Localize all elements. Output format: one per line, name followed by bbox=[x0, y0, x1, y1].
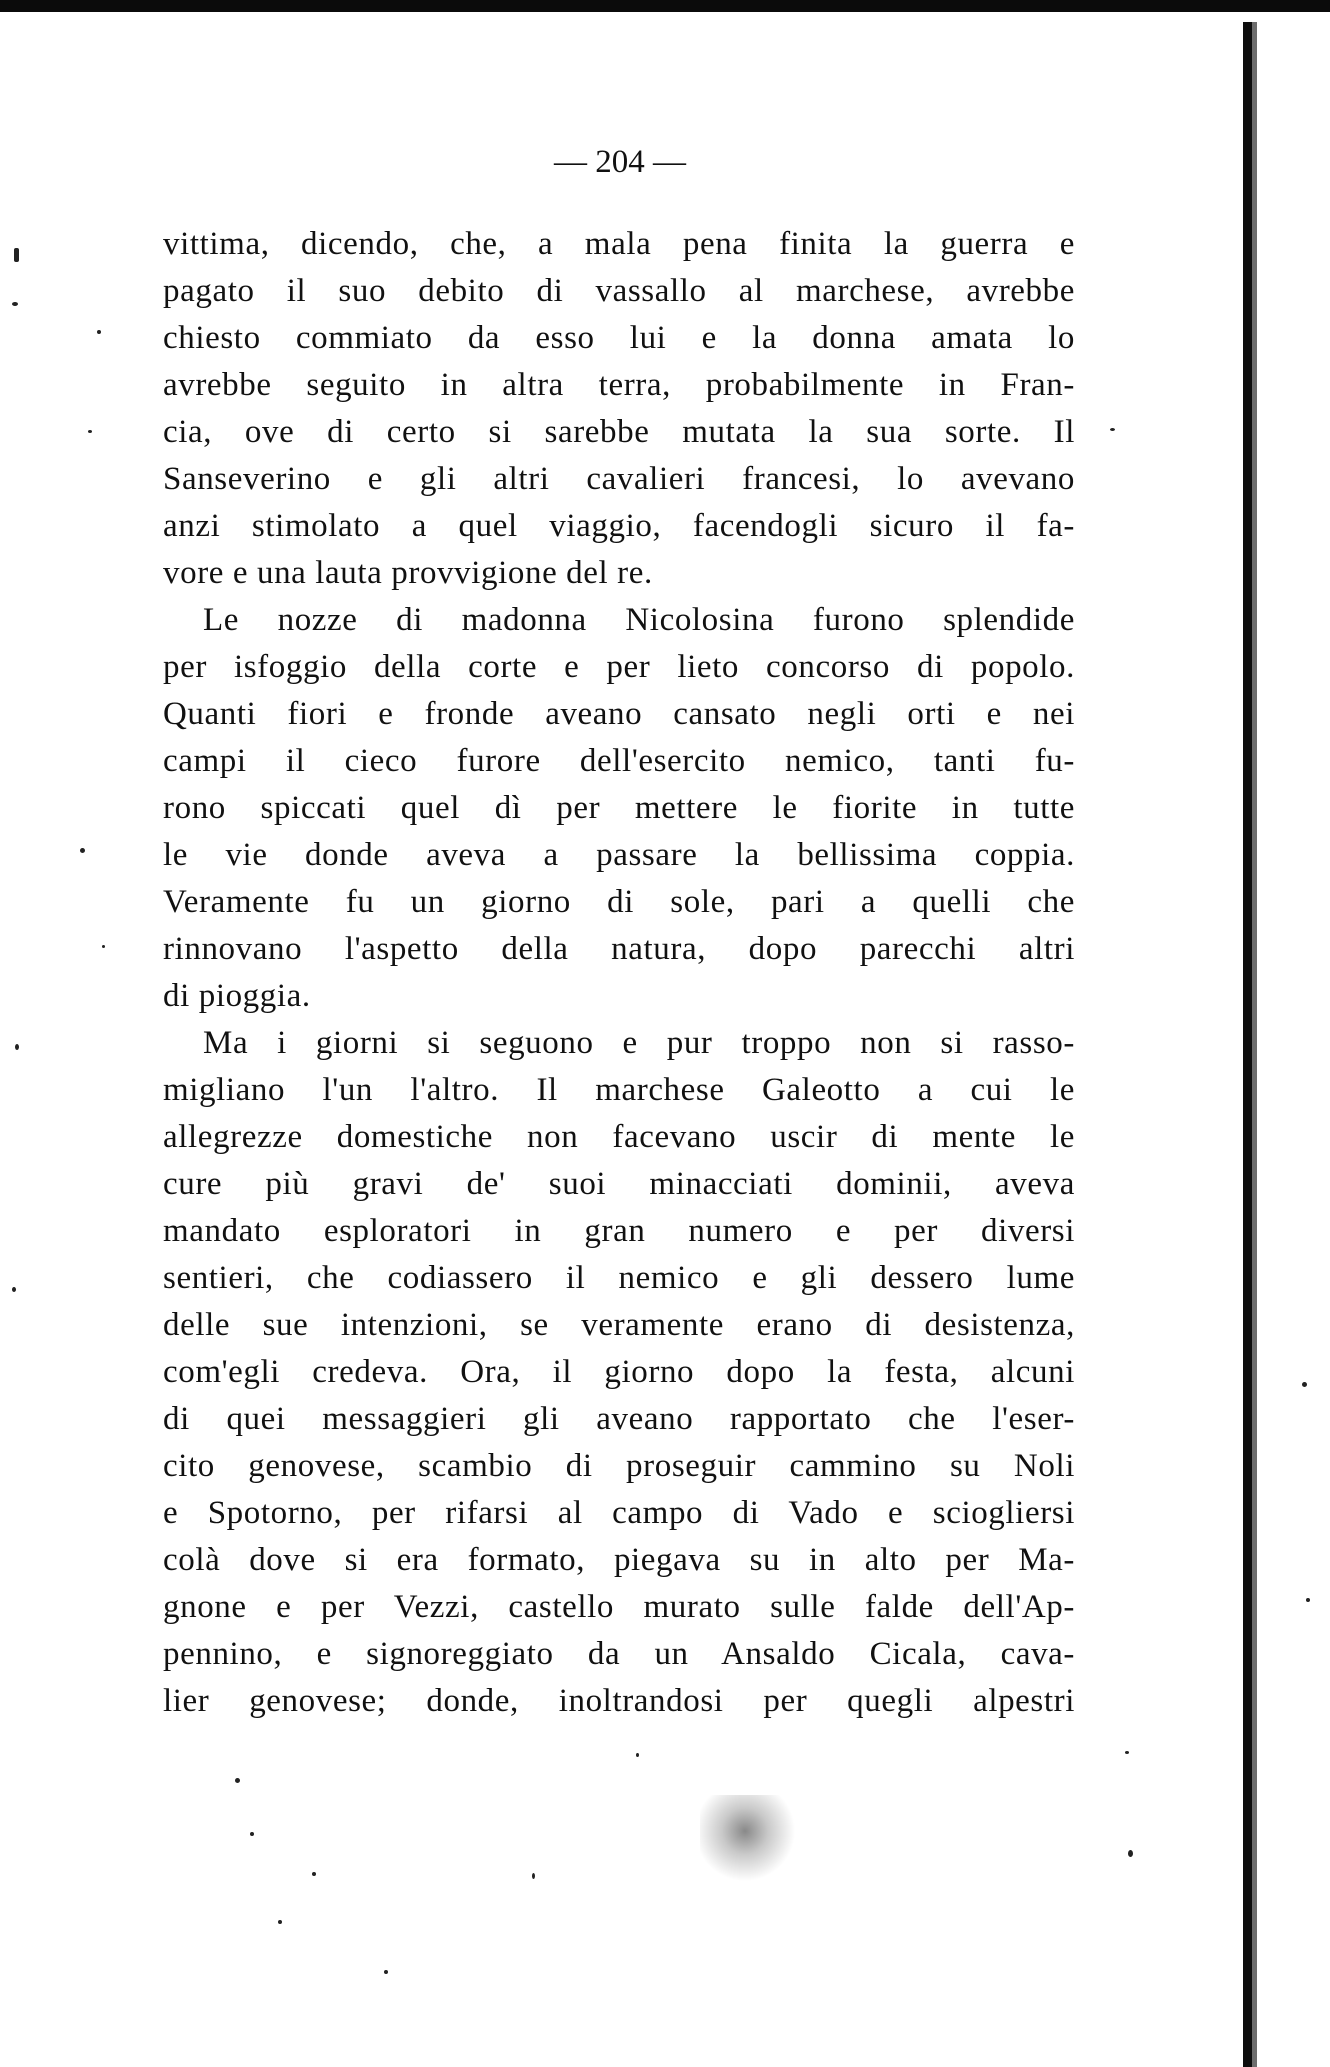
scan-speck bbox=[80, 848, 85, 853]
scan-speck bbox=[235, 1778, 240, 1783]
text-line: di pioggia. bbox=[163, 978, 311, 1014]
scan-speck bbox=[12, 302, 18, 306]
scan-speck bbox=[1306, 1598, 1310, 1602]
scan-speck bbox=[250, 1832, 254, 1836]
text-line: migliano l'un l'altro. Il marchese Galeotto a cui le bbox=[163, 1072, 1075, 1108]
scan-speck bbox=[12, 1287, 16, 1292]
text-line: e Spotorno, per rifarsi al campo di Vado e sciogliersi bbox=[163, 1495, 1075, 1531]
text-line: cure più gravi de' suoi minacciati dominii, aveva bbox=[163, 1166, 1075, 1202]
scan-speck bbox=[1125, 1751, 1129, 1754]
text-line: colà dove si era formato, piegava su in alto per Ma- bbox=[163, 1542, 1075, 1578]
scan-speck bbox=[88, 430, 92, 433]
scan-speck bbox=[1128, 1850, 1133, 1857]
scan-speck bbox=[312, 1872, 316, 1876]
scan-speck bbox=[97, 330, 101, 334]
scan-speck bbox=[532, 1873, 535, 1879]
scan-speck bbox=[102, 945, 105, 948]
text-line: campi il cieco furore dell'esercito nemico, tanti fu- bbox=[163, 743, 1075, 779]
text-line: gnone e per Vezzi, castello murato sulle falde dell'Ap- bbox=[163, 1589, 1075, 1625]
scan-speck bbox=[636, 1753, 639, 1757]
text-line: lier genovese; donde, inoltrandosi per quegli alpestri bbox=[163, 1683, 1075, 1719]
text-line: delle sue intenzioni, se veramente erano di desistenza, bbox=[163, 1307, 1075, 1343]
scan-speck bbox=[15, 1044, 19, 1050]
scan-smudge bbox=[700, 1795, 800, 1885]
page-body-text bbox=[163, 221, 1075, 1725]
scan-top-edge bbox=[0, 0, 1330, 12]
text-line: chiesto commiato da esso lui e la donna amata lo bbox=[163, 320, 1075, 356]
text-line: allegrezze domestiche non facevano uscir di mente le bbox=[163, 1119, 1075, 1155]
text-line: mandato esploratori in gran numero e per diversi bbox=[163, 1213, 1075, 1249]
text-line: Quanti fiori e fronde aveano cansato negli orti e nei bbox=[163, 696, 1075, 732]
text-line: Ma i giorni si seguono e pur troppo non si rasso- bbox=[203, 1025, 1075, 1061]
text-line: cito genovese, scambio di proseguir cammino su Noli bbox=[163, 1448, 1075, 1484]
text-line: le vie donde aveva a passare la bellissima coppia. bbox=[163, 837, 1075, 873]
text-line: Sanseverino e gli altri cavalieri francesi, lo avevano bbox=[163, 461, 1075, 497]
text-line: di quei messaggieri gli aveano rapportato che l'eser- bbox=[163, 1401, 1075, 1437]
text-line: sentieri, che codiassero il nemico e gli dessero lume bbox=[163, 1260, 1075, 1296]
text-line: anzi stimolato a quel viaggio, facendogli sicuro il fa- bbox=[163, 508, 1075, 544]
text-line: vore e una lauta provvigione del re. bbox=[163, 555, 653, 591]
text-line: pagato il suo debito di vassallo al marchese, avrebbe bbox=[163, 273, 1075, 309]
scan-speck bbox=[384, 1970, 388, 1974]
scan-speck bbox=[14, 248, 19, 262]
text-line: com'egli credeva. Ora, il giorno dopo la festa, alcuni bbox=[163, 1354, 1075, 1390]
text-line: cia, ove di certo si sarebbe mutata la sua sorte. Il bbox=[163, 414, 1075, 450]
book-spine-edge bbox=[1243, 22, 1252, 2067]
text-line: rono spiccati quel dì per mettere le fiorite in tutte bbox=[163, 790, 1075, 826]
text-line: vittima, dicendo, che, a mala pena finita la guerra e bbox=[163, 226, 1075, 262]
scan-speck bbox=[1110, 428, 1115, 431]
page-number: — 204 — bbox=[554, 144, 686, 180]
text-line: per isfoggio della corte e per lieto concorso di popolo. bbox=[163, 649, 1075, 685]
text-line: Veramente fu un giorno di sole, pari a quelli che bbox=[163, 884, 1075, 920]
scan-speck bbox=[278, 1920, 282, 1924]
book-spine-shadow bbox=[1252, 22, 1257, 2067]
text-line: rinnovano l'aspetto della natura, dopo parecchi altri bbox=[163, 931, 1075, 967]
text-line: avrebbe seguito in altra terra, probabilmente in Fran- bbox=[163, 367, 1075, 403]
text-line: pennino, e signoreggiato da un Ansaldo Cicala, cava- bbox=[163, 1636, 1075, 1672]
scan-speck bbox=[1302, 1382, 1307, 1387]
text-line: Le nozze di madonna Nicolosina furono splendide bbox=[203, 602, 1075, 638]
